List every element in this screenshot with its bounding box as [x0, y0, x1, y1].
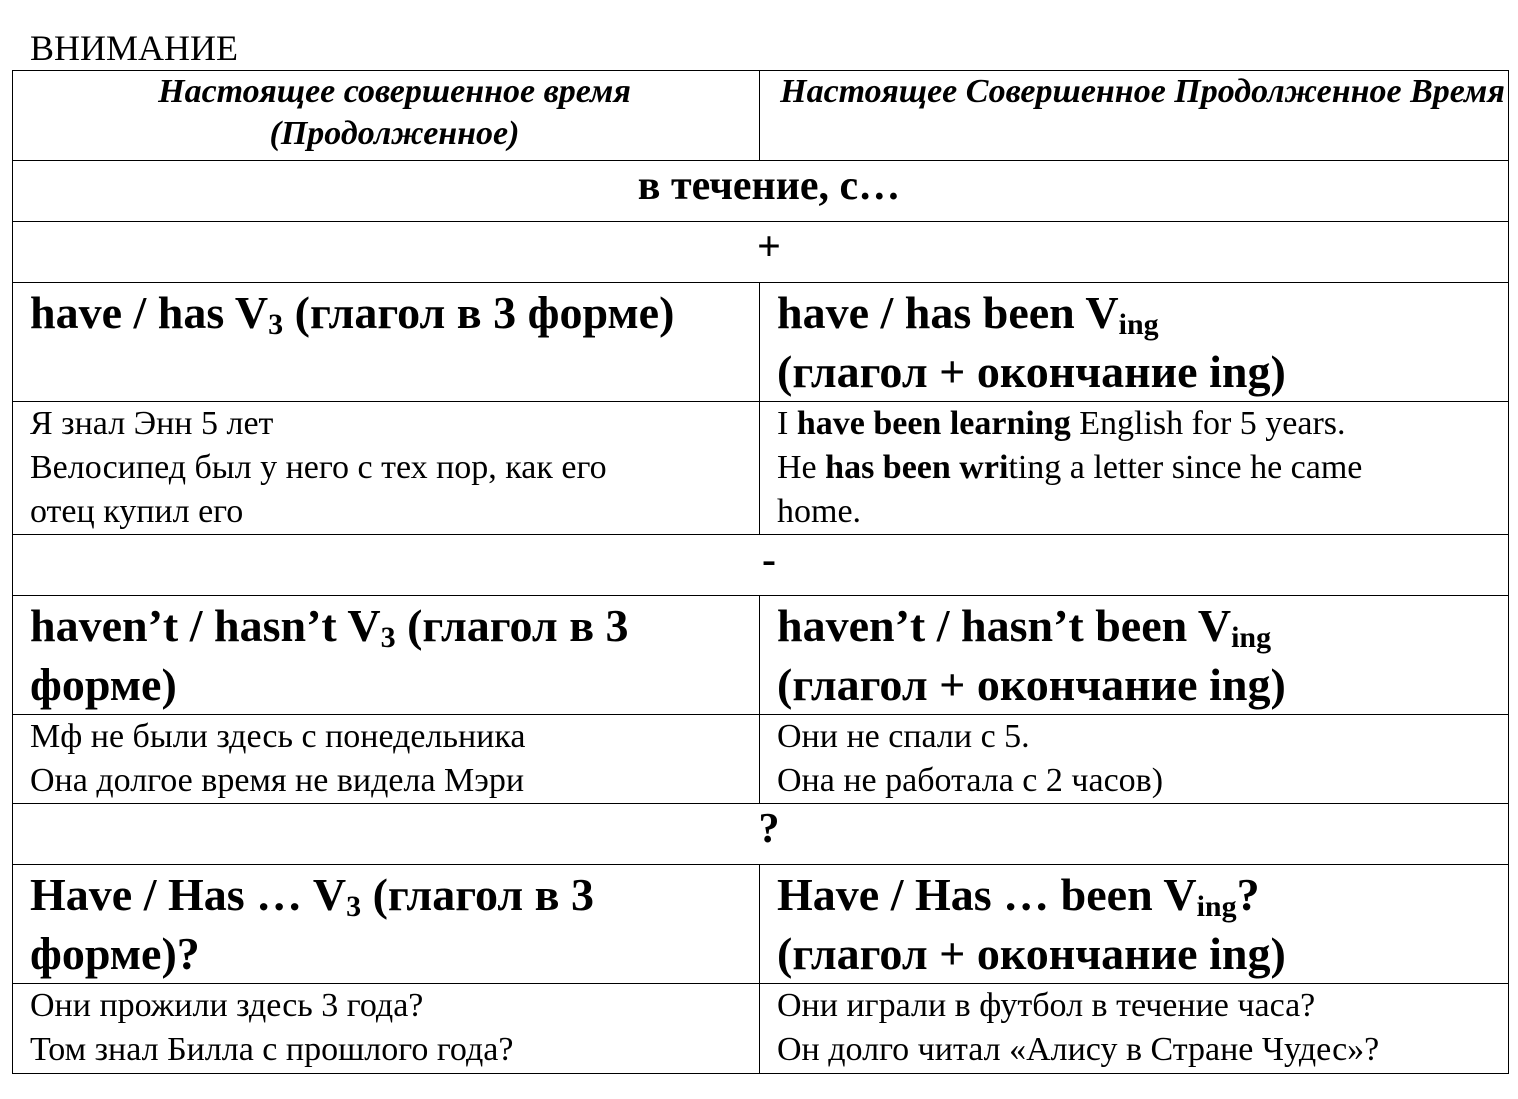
example-line: Они не спали с 5.: [777, 718, 1030, 755]
example-line: home.: [777, 493, 862, 530]
negative-examples-row: [13, 715, 1509, 804]
negative-formula-left: [13, 596, 760, 715]
example-line: Велосипед был у него с тех пор, как его: [30, 449, 607, 486]
formula-line: (глагол + окончание ing): [777, 346, 1286, 397]
affirmative-sign-row: [13, 222, 1509, 283]
formula-line: haven’t / hasn’t been $V_{ing}$: [777, 600, 1272, 654]
formula-line: haven’t / hasn’t $V_3$ (глагол в 3: [30, 600, 629, 654]
question-formula-left: [13, 865, 760, 984]
example-line: Она не работала с 2 часов): [777, 762, 1164, 799]
affirmative-formula-left: [13, 283, 760, 402]
affirmative-examples-left: [13, 402, 760, 535]
formula-line: Have / Has … $V_3$ (глагол в 3: [30, 869, 595, 923]
formula-line: форме)?: [30, 928, 200, 979]
header-row: [13, 71, 1509, 161]
affirmative-sign: +: [13, 222, 1509, 283]
example-line: отец купил его: [30, 493, 244, 530]
question-examples-left: [13, 984, 760, 1074]
header-present-perfect-continuous: Настоящее Совершенное Продолженное Время: [760, 71, 1509, 161]
formula-line: (глагол + окончание ing): [777, 928, 1286, 979]
time-marker: в течение, с…: [13, 161, 1509, 222]
affirmative-examples-row: [13, 402, 1509, 535]
formula-line: Have / Has … been $V_{ing}$?: [777, 869, 1260, 923]
example-line: Они играли в футбол в течение часа?: [777, 987, 1316, 1024]
formula-line: форме): [30, 659, 177, 710]
header-present-perfect: Настоящее совершенное время (Продолженное): [13, 71, 760, 161]
negative-examples-left: [13, 715, 760, 804]
formula-line: have / has been $V_{ing}$: [777, 287, 1159, 341]
negative-sign: -: [13, 535, 1509, 596]
example-line: He has been writing a letter since he came: [777, 449, 1363, 486]
question-formula-right: [760, 865, 1509, 984]
example-line: Мф не были здесь с понедельника: [30, 718, 526, 755]
question-sign-row: [13, 804, 1509, 865]
question-formula-row: [13, 865, 1509, 984]
example-line: Они прожили здесь 3 года?: [30, 987, 424, 1024]
affirmative-formula-row: [13, 283, 1509, 402]
negative-formula-row: [13, 596, 1509, 715]
example-line: I have been learning English for 5 years.: [777, 405, 1346, 442]
example-line: Он долго читал «Алису в Стране Чудес»?: [777, 1031, 1380, 1068]
page-title: ВНИМАНИЕ: [30, 28, 239, 68]
grammar-table: [12, 70, 1509, 1074]
time-marker-row: [13, 161, 1509, 222]
question-sign: ?: [13, 804, 1509, 865]
formula-line: have / has $V_3$ (глагол в 3 форме): [30, 287, 675, 341]
example-line: Она долгое время не видела Мэри: [30, 762, 525, 799]
negative-examples-right: [760, 715, 1509, 804]
affirmative-formula-right: [760, 283, 1509, 402]
affirmative-examples-right: [760, 402, 1509, 535]
question-examples-row: [13, 984, 1509, 1074]
question-examples-right: [760, 984, 1509, 1074]
example-line: Том знал Билла с прошлого года?: [30, 1031, 514, 1068]
formula-line: (глагол + окончание ing): [777, 659, 1286, 710]
negative-sign-row: [13, 535, 1509, 596]
example-line: Я знал Энн 5 лет: [30, 405, 274, 442]
negative-formula-right: [760, 596, 1509, 715]
